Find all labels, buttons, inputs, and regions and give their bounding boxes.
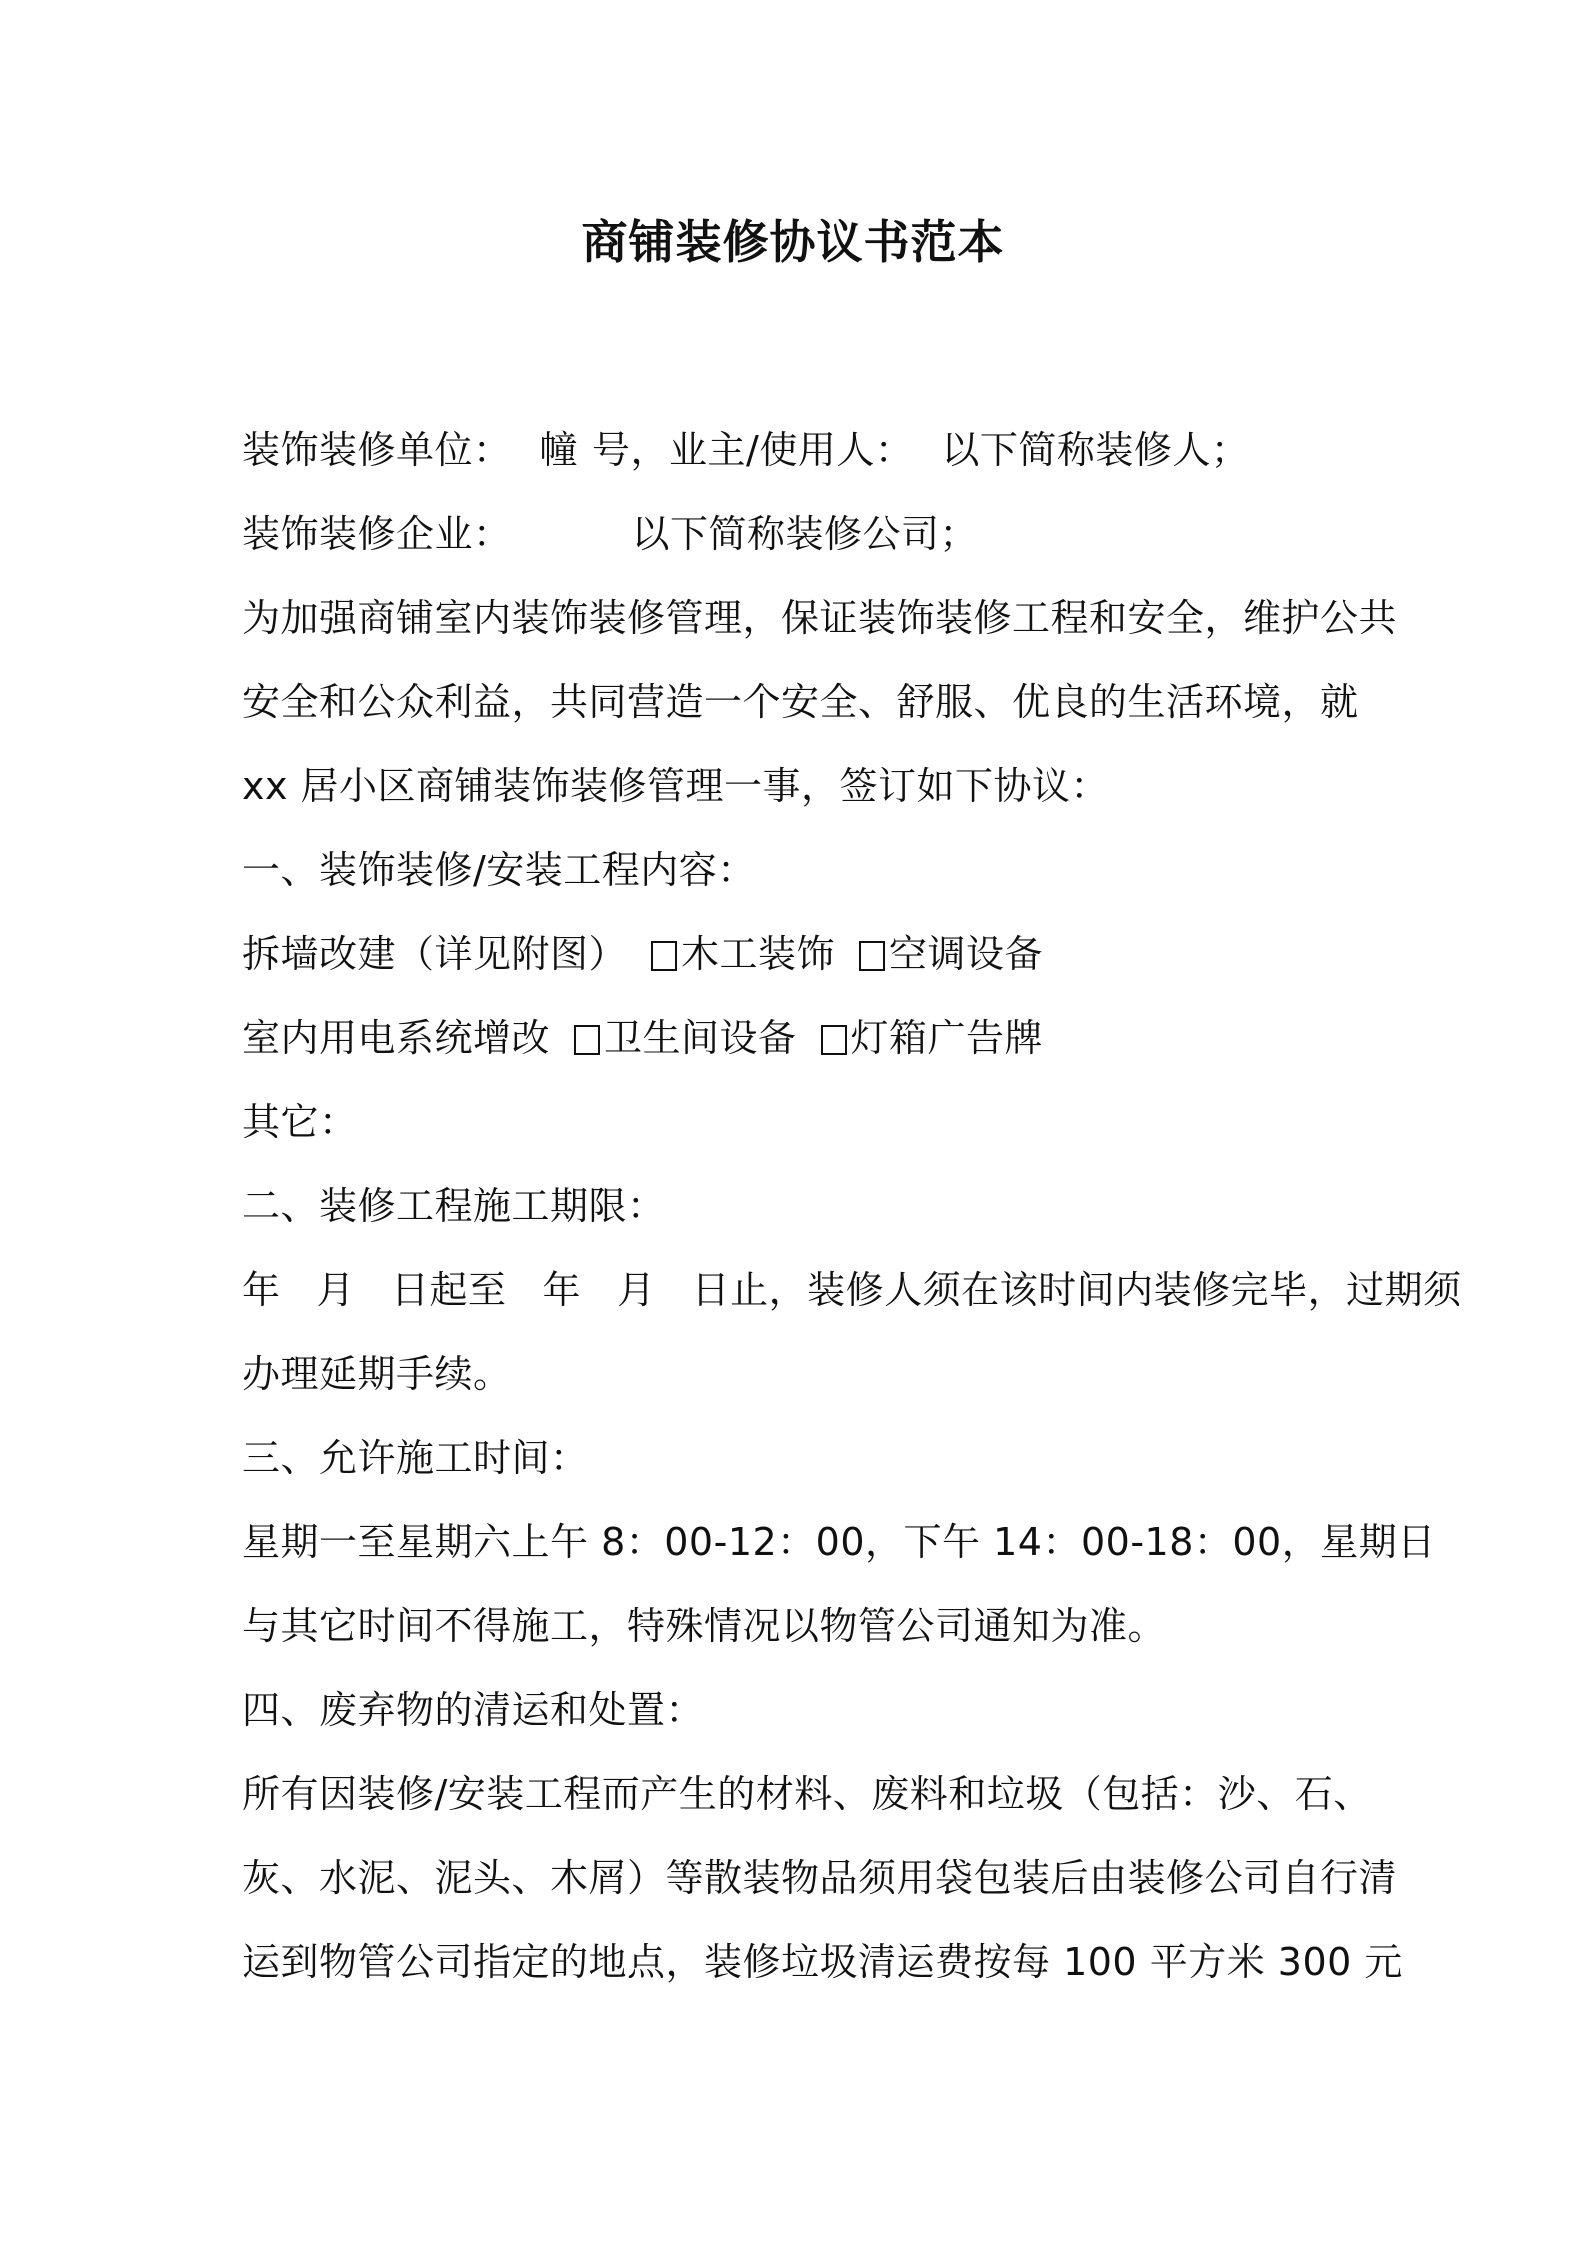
section4-line-2: 灰、水泥、泥头、木屑）等散装物品须用袋包装后由装修公司自行清 (242, 1856, 1398, 1900)
date-year-end: 年 (542, 1268, 582, 1312)
option-lightbox-sign[interactable] (821, 996, 1044, 1080)
section1-heading: 一、装饰装修/安装工程内容： (242, 848, 756, 892)
unit-line (242, 408, 1362, 492)
unit-suffix: 以下简称装修人； (941, 428, 1250, 472)
section3-line-1: 星期一至星期六上午 8：00-12：00，下午 14：00-18：00，星期日 (242, 1520, 1436, 1564)
option-label: 木工装饰 (681, 932, 836, 976)
date-month-start: 月 (316, 1268, 356, 1312)
section2-line-2: 办理延期手续。 (242, 1352, 512, 1396)
option-air-conditioning[interactable] (859, 912, 1043, 996)
checkbox-icon (821, 1025, 847, 1055)
section1-options-row-1 (242, 912, 1362, 996)
option-label: 灯箱广告牌 (850, 1016, 1044, 1060)
option-demolition: 拆墙改建（详见附图） (242, 932, 628, 976)
company-label: 装饰装修企业： (242, 512, 512, 556)
date-day-start: 日起至 (391, 1268, 507, 1312)
option-carpentry[interactable] (651, 912, 835, 996)
unit-building: 幢 (539, 428, 579, 472)
date-year-start: 年 (242, 1268, 281, 1312)
section4-line-3: 运到物管公司指定的地点，装修垃圾清运费按每 100 平方米 300 元 (242, 1940, 1403, 1984)
intro-line-1: 为加强商铺室内装饰装修管理，保证装饰装修工程和安全，维护公共 (242, 596, 1398, 640)
company-suffix: 以下简称装修公司； (631, 512, 979, 556)
company-line (242, 492, 1362, 576)
document-title: 商铺装修协议书范本 (581, 215, 1005, 269)
unit-number-owner: 号，业主/使用人： (592, 428, 914, 472)
section4-heading: 四、废弃物的清运和处置： (242, 1688, 705, 1732)
option-bathroom[interactable] (574, 996, 797, 1080)
option-label: 空调设备 (889, 932, 1044, 976)
checkbox-icon (574, 1025, 600, 1055)
unit-label: 装饰装修单位： (242, 428, 512, 472)
section2-date-line (242, 1248, 1462, 1332)
checkbox-icon (859, 941, 885, 971)
date-month-end: 月 (617, 1268, 656, 1312)
option-label: 卫生间设备 (604, 1016, 797, 1060)
section3-heading: 三、允许施工时间： (242, 1436, 589, 1480)
section1-options-row-2 (242, 996, 1362, 1080)
option-electrical: 室内用电系统增改 (242, 1016, 551, 1060)
document-body (242, 408, 1462, 2004)
checkbox-icon (651, 941, 677, 971)
intro-line-2: 安全和公众利益，共同营造一个安全、舒服、优良的生活环境，就 (242, 680, 1359, 724)
section4-line-1: 所有因装修/安装工程而产生的材料、废料和垃圾（包括：沙、石、 (242, 1772, 1372, 1816)
section1-other: 其它： (242, 1100, 358, 1144)
date-day-end: 日止，装修人须在该时间内装修完毕，过期须 (691, 1268, 1462, 1312)
intro-line-3: xx 居小区商铺装饰装修管理一事，签订如下协议： (242, 764, 1110, 808)
section3-line-2: 与其它时间不得施工，特殊情况以物管公司通知为准。 (242, 1604, 1167, 1648)
section2-heading: 二、装修工程施工期限： (242, 1184, 666, 1228)
